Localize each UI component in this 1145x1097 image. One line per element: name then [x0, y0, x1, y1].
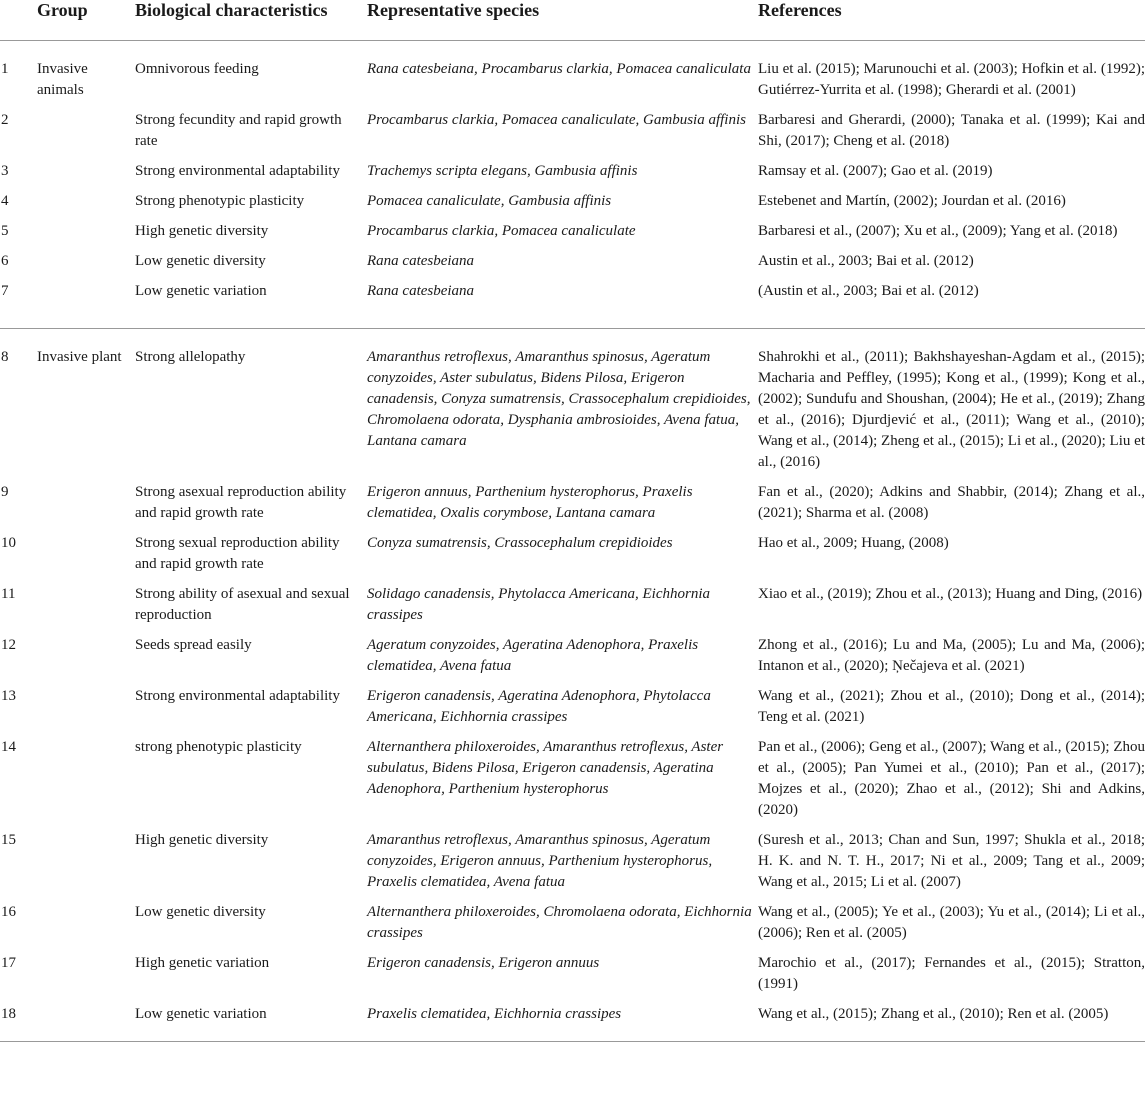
group-cell — [37, 249, 135, 279]
group-cell — [37, 951, 135, 1002]
references-cell: Shahrokhi et al., (2011); Bakhshayeshan-Agdam et al., (2015); Macharia and Peffley, (1995); Kong et al., (1999); Kong et al., (2002); Sundufu and Shoushan, (2004); He et al., (2019); Zhang et al., (2016); Djurdjević et al., (2011); Wang et al., (2010); Wang et al., (2014); Zheng et al., (2015); Li et al., (2020); Liu et al., (2016) — [758, 349, 1145, 470]
row-number: 14 — [1, 739, 16, 755]
table-row — [0, 159, 1145, 189]
references-cell: Wang et al., (2015); Zhang et al., (2010); Ren et al. (2005) — [758, 1002, 1145, 1042]
group-cell: Invasive plant — [37, 349, 122, 365]
references-cell: Hao et al., 2009; Huang, (2008) — [758, 535, 949, 551]
header-number — [0, 0, 37, 41]
header-references: References — [758, 0, 1145, 41]
header-representative-species: Representative species — [367, 0, 758, 41]
references-cell: Liu et al. (2015); Marunouchi et al. (2003); Hofkin et al. (1992); Gutiérrez-Yurrita et al. (1998); Gherardi et al. (2001) — [758, 61, 1145, 98]
group-cell — [37, 189, 135, 219]
references-cell: (Suresh et al., 2013; Chan and Sun, 1997; Shukla et al., 2018; H. K. and N. T. H., 2017; Ni et al., 2009; Tang et al., 2009; Wang et al., 2015; Li et al. (2007) — [758, 832, 1145, 890]
group-cell — [37, 531, 135, 582]
row-number: 5 — [1, 223, 9, 239]
group-cell — [37, 900, 135, 951]
references-cell: Wang et al., (2021); Zhou et al., (2010); Dong et al., (2014); Teng et al. (2021) — [758, 688, 1145, 725]
characteristic-cell: Seeds spread easily — [135, 637, 252, 653]
group-cell — [37, 159, 135, 189]
characteristic-cell: Low genetic variation — [135, 279, 367, 329]
table-row — [0, 951, 1145, 1002]
characteristic-cell: Strong fecundity and rapid growth rate — [135, 112, 342, 149]
references-cell: Fan et al., (2020); Adkins and Shabbir, (2014); Zhang et al., (2021); Sharma et al. (2008) — [758, 484, 1145, 521]
table-row — [0, 189, 1145, 219]
characteristic-cell: High genetic variation — [135, 955, 270, 971]
table-row — [0, 219, 1145, 249]
group-cell — [37, 219, 135, 249]
characteristic-cell: Strong phenotypic plasticity — [135, 193, 305, 209]
species-cell: Trachemys scripta elegans, Gambusia affinis — [367, 163, 638, 179]
species-cell: Alternanthera philoxeroides, Chromolaena odorata, Eichhornia crassipes — [367, 904, 752, 941]
row-number: 16 — [1, 904, 16, 920]
characteristic-cell: Strong environmental adaptability — [135, 688, 340, 704]
species-cell: Erigeron canadensis, Erigeron annuus — [367, 955, 600, 971]
characteristic-cell: Low genetic diversity — [135, 904, 266, 920]
row-number: 2 — [1, 112, 9, 128]
species-cell: Ageratum conyzoides, Ageratina Adenophora, Praxelis clematidea, Avena fatua — [367, 637, 699, 674]
group-cell — [37, 279, 135, 329]
row-number: 8 — [1, 349, 9, 365]
group-cell — [37, 633, 135, 684]
species-cell: Erigeron canadensis, Ageratina Adenophora, Phytolacca Americana, Eichhornia crassipes — [367, 688, 711, 725]
characteristic-cell: Omnivorous feeding — [135, 61, 259, 77]
row-number: 1 — [1, 61, 9, 77]
characteristic-cell: Strong asexual reproduction ability and rapid growth rate — [135, 484, 347, 521]
row-number: 7 — [0, 279, 37, 329]
table-row — [0, 1002, 1145, 1042]
species-cell: Rana catesbeiana — [367, 253, 475, 269]
group-cell: Invasive animals — [37, 61, 88, 98]
row-number: 11 — [1, 586, 16, 602]
row-number: 4 — [1, 193, 9, 209]
references-cell: Barbaresi et al., (2007); Xu et al., (2009); Yang et al. (2018) — [758, 223, 1118, 239]
species-cell: Rana catesbeiana — [367, 279, 758, 329]
species-cell: Rana catesbeiana, Procambarus clarkia, Pomacea canaliculata — [367, 61, 751, 77]
row-number: 15 — [1, 832, 16, 848]
table-row — [0, 108, 1145, 159]
species-cell: Solidago canadensis, Phytolacca Americana, Eichhornia crassipes — [367, 586, 711, 623]
table-row — [0, 41, 1145, 109]
table-row — [0, 582, 1145, 633]
table-row — [0, 900, 1145, 951]
table-row — [0, 531, 1145, 582]
species-cell: Amaranthus retroflexus, Amaranthus spinosus, Ageratum conyzoides, Aster subulatus, Bidens Pilosa, Erigeron canadensis, Conyza sumatrensis, Crassocephalum crepidioides, Chromolaena odorata, Dysphania ambrosioides, Avena fatua, Lantana camara — [367, 349, 751, 449]
characteristic-cell: Low genetic variation — [135, 1002, 367, 1042]
references-cell: (Austin et al., 2003; Bai et al. (2012) — [758, 279, 1145, 329]
species-cell: Alternanthera philoxeroides, Amaranthus retroflexus, Aster subulatus, Bidens Pilosa, Erigeron canadensis, Ageratina Adenophora, Parthenium hysterophorus — [367, 739, 724, 797]
group-cell — [37, 108, 135, 159]
characteristic-cell: strong phenotypic plasticity — [135, 739, 302, 755]
species-cell: Erigeron annuus, Parthenium hysterophorus, Praxelis clematidea, Oxalis corymbose, Lantana camara — [367, 484, 693, 521]
references-cell: Marochio et al., (2017); Fernandes et al., (2015); Stratton, (1991) — [758, 955, 1145, 992]
characteristic-cell: High genetic diversity — [135, 832, 269, 848]
row-number: 18 — [0, 1002, 37, 1042]
row-number: 12 — [1, 637, 16, 653]
species-cell: Praxelis clematidea, Eichhornia crassipes — [367, 1002, 758, 1042]
table-row — [0, 329, 1145, 481]
table-row — [0, 735, 1145, 828]
table-body — [0, 41, 1145, 1042]
characteristic-cell: Strong sexual reproduction ability and rapid growth rate — [135, 535, 340, 572]
table-row — [0, 249, 1145, 279]
characteristic-cell: Strong environmental adaptability — [135, 163, 340, 179]
species-cell: Procambarus clarkia, Pomacea canaliculate — [367, 223, 636, 239]
species-cell: Pomacea canaliculate, Gambusia affinis — [367, 193, 612, 209]
characteristic-cell: Strong allelopathy — [135, 349, 246, 365]
row-number: 6 — [1, 253, 9, 269]
table-row — [0, 633, 1145, 684]
group-cell — [37, 828, 135, 900]
table-row — [0, 279, 1145, 329]
group-cell — [37, 735, 135, 828]
species-cell: Amaranthus retroflexus, Amaranthus spinosus, Ageratum conyzoides, Erigeron annuus, Parthenium hysterophorus, Praxelis clematidea, Avena fatua — [367, 832, 713, 890]
characteristic-cell: High genetic diversity — [135, 223, 269, 239]
references-cell: Estebenet and Martín, (2002); Jourdan et al. (2016) — [758, 193, 1066, 209]
characteristic-cell: Strong ability of asexual and sexual reproduction — [135, 586, 350, 623]
header-group: Group — [37, 0, 135, 41]
references-cell: Austin et al., 2003; Bai et al. (2012) — [758, 253, 974, 269]
row-number: 3 — [1, 163, 9, 179]
row-number: 10 — [1, 535, 16, 551]
references-cell: Ramsay et al. (2007); Gao et al. (2019) — [758, 163, 993, 179]
references-cell: Barbaresi and Gherardi, (2000); Tanaka et al. (1999); Kai and Shi, (2017); Cheng et al. (2018) — [758, 112, 1145, 149]
header-row — [0, 0, 1145, 41]
row-number: 13 — [1, 688, 16, 704]
characteristic-cell: Low genetic diversity — [135, 253, 266, 269]
group-cell — [37, 1002, 135, 1042]
header-biological-characteristics: Biological characteristics — [135, 0, 367, 41]
references-cell: Zhong et al., (2016); Lu and Ma, (2005); Lu and Ma, (2006); Intanon et al., (2020); Ņečajeva et al. (2021) — [758, 637, 1145, 674]
references-cell: Wang et al., (2005); Ye et al., (2003); Yu et al., (2014); Li et al., (2006); Ren et al. (2005) — [758, 904, 1145, 941]
references-cell: Xiao et al., (2019); Zhou et al., (2013); Huang and Ding, (2016) — [758, 586, 1143, 602]
table-row — [0, 480, 1145, 531]
group-cell — [37, 684, 135, 735]
species-cell: Procambarus clarkia, Pomacea canaliculate, Gambusia affinis — [367, 112, 746, 128]
row-number: 9 — [1, 484, 9, 500]
group-cell — [37, 582, 135, 633]
table-row — [0, 828, 1145, 900]
table-row — [0, 684, 1145, 735]
row-number: 17 — [1, 955, 16, 971]
group-cell — [37, 480, 135, 531]
references-cell: Pan et al., (2006); Geng et al., (2007); Wang et al., (2015); Zhou et al., (2005); Pan Yumei et al., (2010); Pan et al., (2017); Mojzes et al., (2020); Zhao et al., (2012); Shi and Adkins, (2020) — [758, 739, 1145, 818]
species-cell: Conyza sumatrensis, Crassocephalum crepidioides — [367, 535, 673, 551]
